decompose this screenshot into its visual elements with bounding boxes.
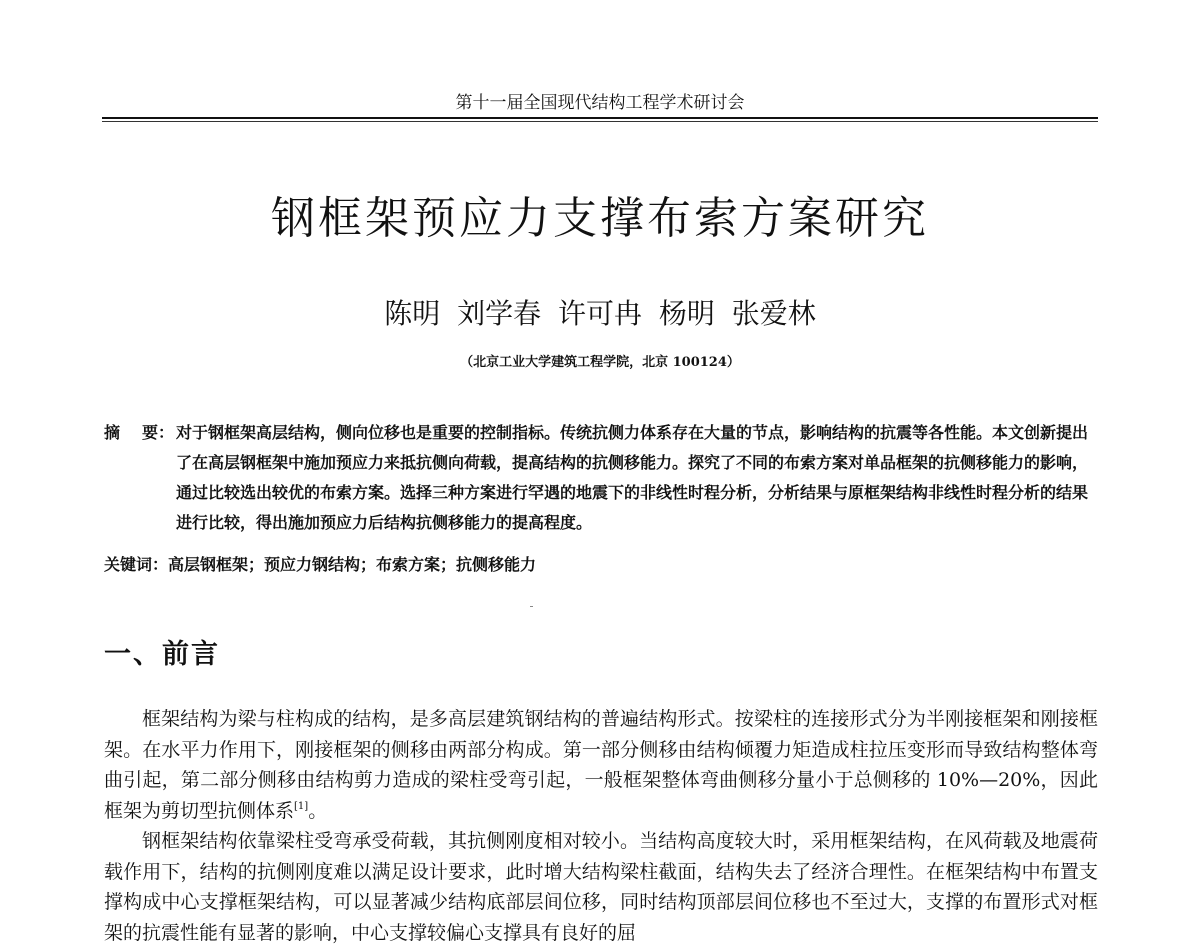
abstract-block <box>104 418 1100 538</box>
affiliation: （北京工业大学建筑工程学院，北京 100124） <box>460 355 740 370</box>
paragraph-1: 框架结构为梁与柱构成的结构，是多高层建筑钢结构的普遍结构形式。按梁柱的连接形式分为半刚接框架和刚接框架。在水平力作用下，刚接框架的侧移由两部分构成。第一部分侧移由结构倾覆力矩造成柱拉压变形而导致结构整体弯曲引起，第二部分侧移由结构剪力造成的梁柱受弯引起，一般框架整体弯曲侧移分量小于总侧移的 10%—20%，因此框架为剪切型抗侧体系[1]。 <box>104 708 1098 822</box>
page-mark <box>530 606 533 607</box>
keywords-text: 高层钢框架；预应力钢结构；布索方案；抗侧移能力 <box>168 555 537 574</box>
section-heading: 一、前言 <box>104 639 220 670</box>
body-text <box>104 704 1098 948</box>
author-list: 陈明 刘学春 许可冉 杨明 张爱林 <box>384 297 816 330</box>
header-rule <box>102 117 1098 119</box>
paragraph-2: 钢框架结构依靠梁柱受弯承受荷载，其抗侧刚度相对较小。当结构高度较大时，采用框架结构，在风荷载及地震荷载作用下，结构的抗侧刚度难以满足设计要求，此时增大结构梁柱截面，结构失去了经济合理性。在框架结构中布置支撑构成中心支撑框架结构，可以显著减少结构底部层间位移，同时结构顶部层间位移也不至过大，支撑的布置形式对框架的抗震性能有显著的影响，中心支撑较偏心支撑具有良好的屈 <box>104 830 1098 944</box>
abstract-text: 对于钢框架高层结构，侧向位移也是重要的控制指标。传统抗侧力体系存在大量的节点，影响结构的抗震等各性能。本文创新提出了在高层钢框架中施加预应力来抵抗侧向荷载，提高结构的抗侧移能力。探究了不同的布索方案对单品框架的抗侧移能力的影响，通过比较选出较优的布索方案。选择三种方案进行罕遇的地震下的非线性时程分析，分析结果与原框架结构非线性时程分析的结果进行比较，得出施加预应力后结构抗侧移能力的提高程度。 <box>176 423 1089 532</box>
keywords-label: 关键词： <box>104 555 169 574</box>
abstract-label: 摘 要： <box>104 423 175 442</box>
paper-title: 钢框架预应力支撑布索方案研究 <box>271 193 929 244</box>
header-rule-thin <box>102 121 1098 122</box>
citation-ref: [1] <box>294 800 309 812</box>
running-header: 第十一届全国现代结构工程学术研讨会 <box>455 93 745 113</box>
keywords-block <box>104 550 1100 580</box>
